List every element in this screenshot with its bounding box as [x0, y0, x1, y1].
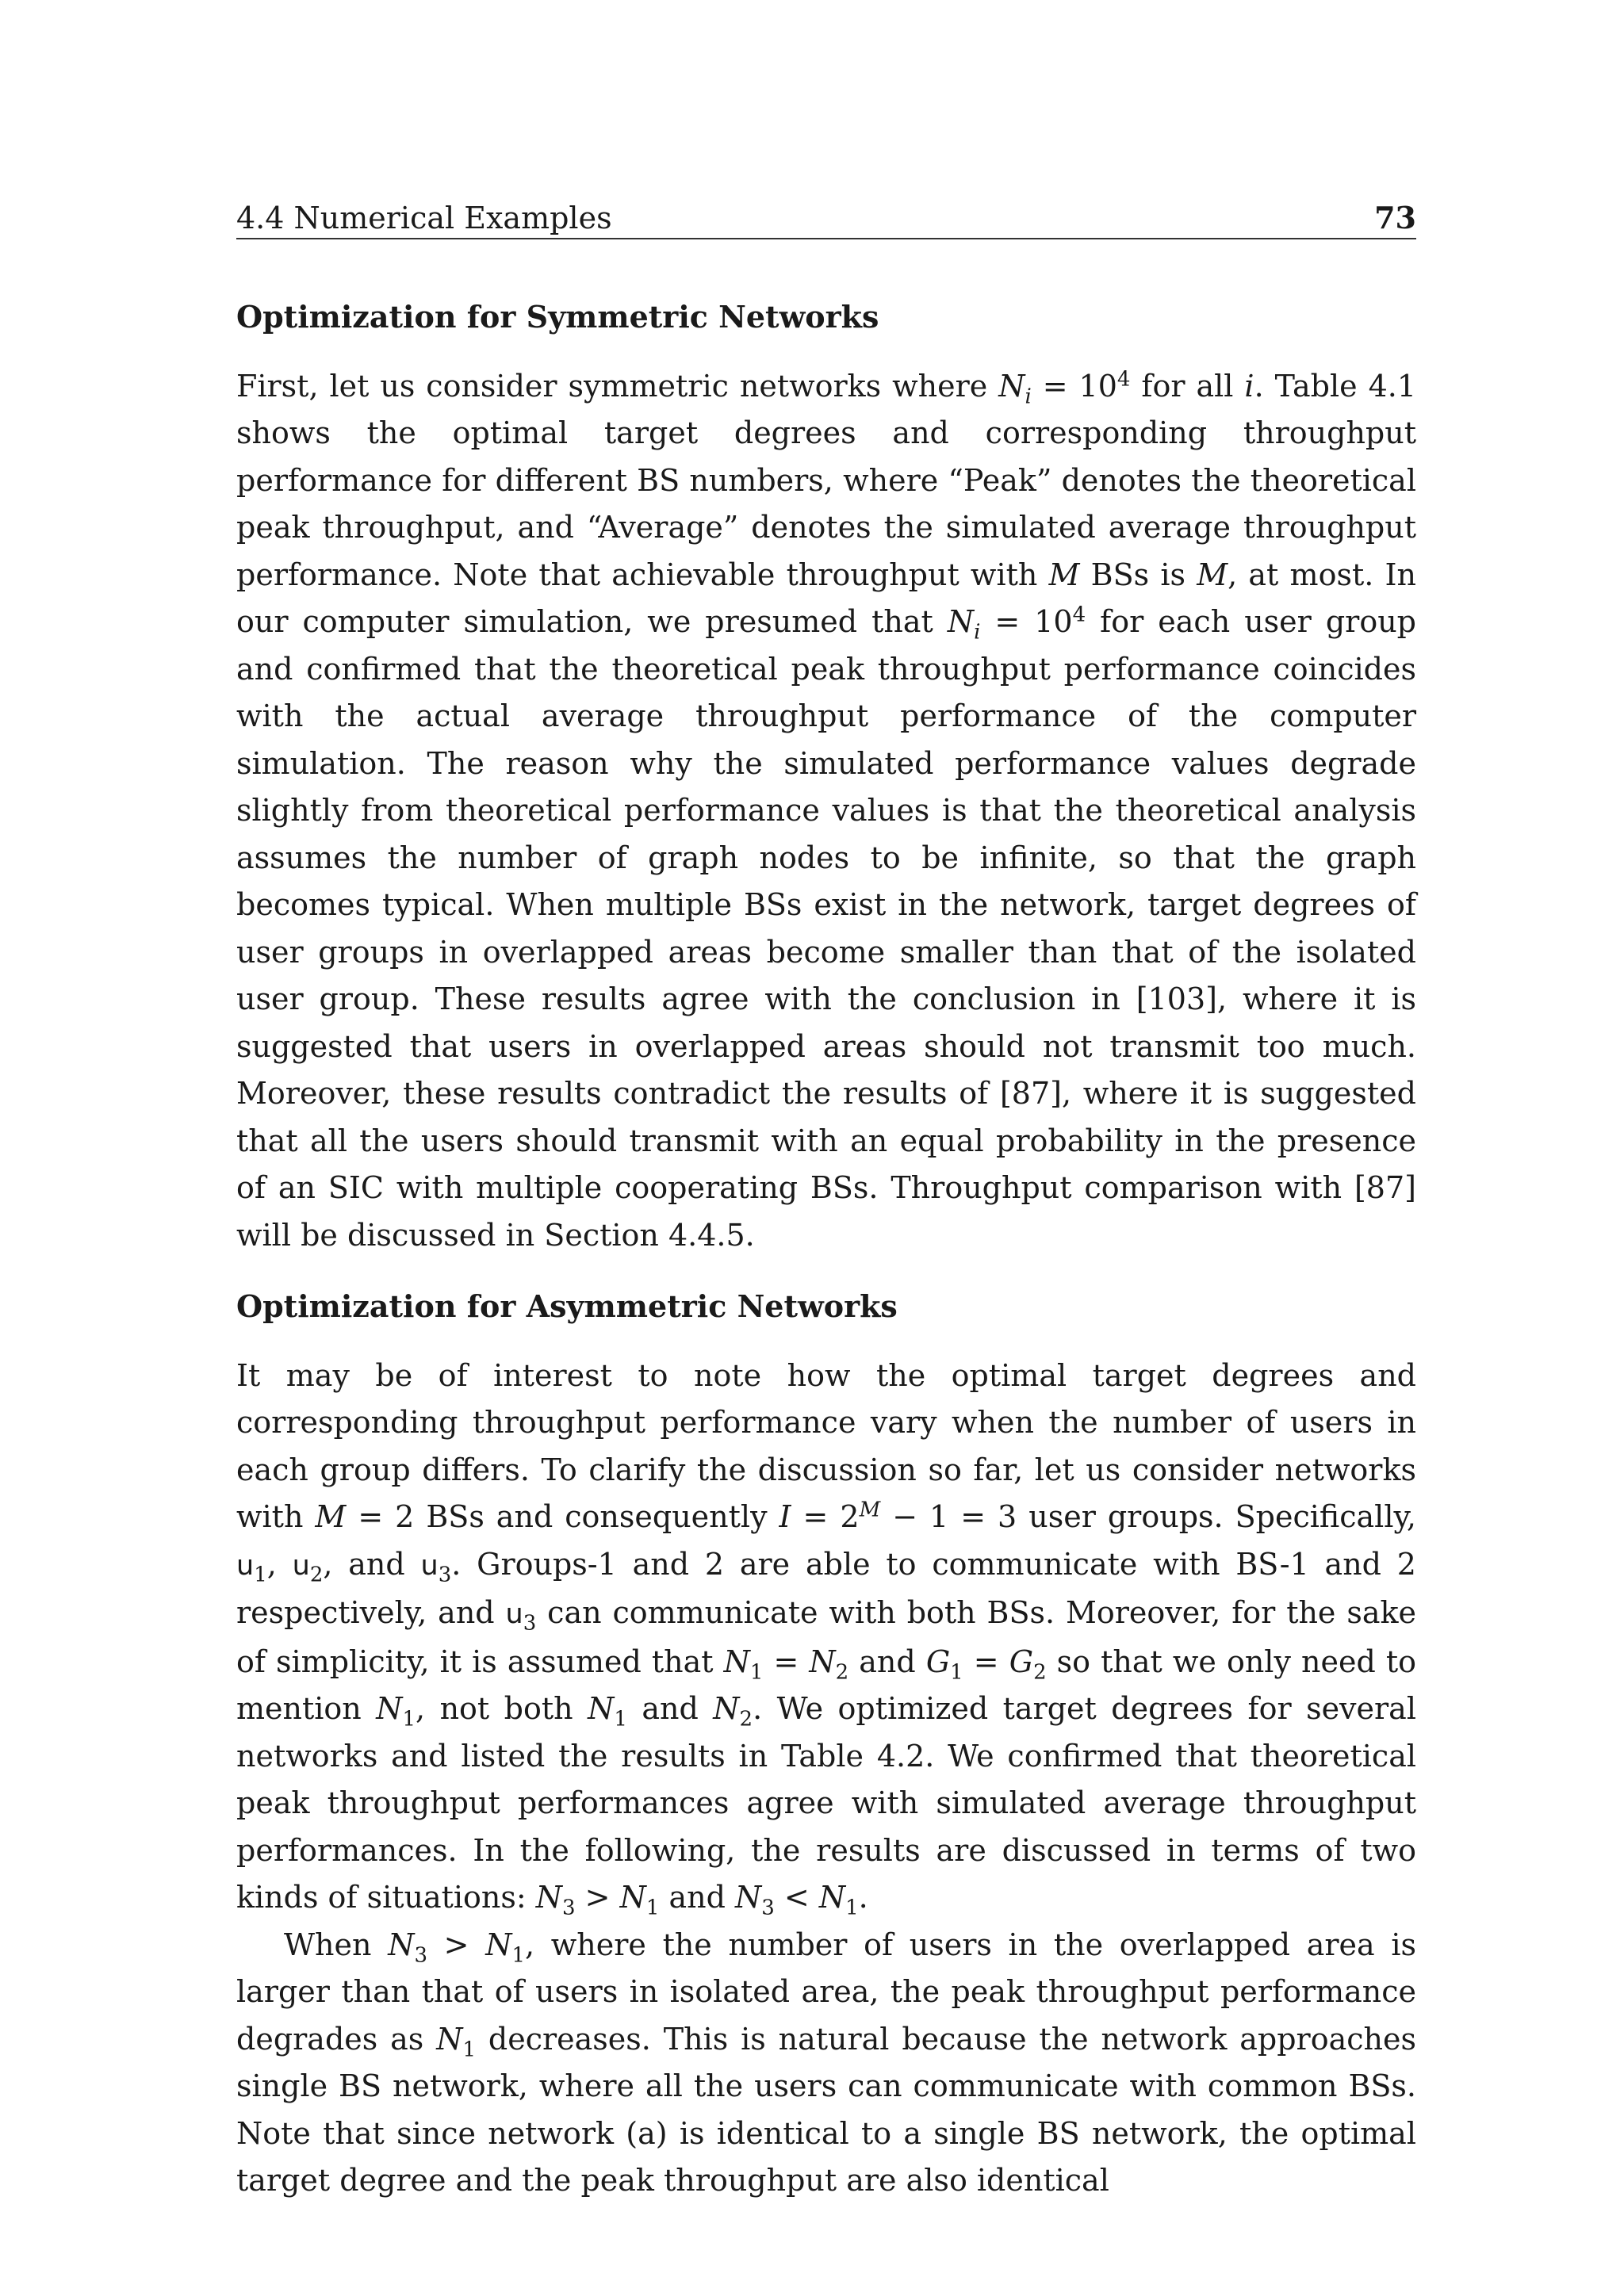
section-heading-symmetric: Optimization for Symmetric Networks — [236, 299, 879, 335]
section-heading-asymmetric: Optimization for Asymmetric Networks — [236, 1288, 898, 1324]
page-body — [236, 293, 1416, 2205]
paragraph-asymmetric-2: When $N_3 > N_1$, where the number of users in the overlapped area is larger than that of users in isolated area, the peak throughput performance degrades as $N_1$ decreases. This is natural because the network approaches single BS network, where all the users can communicate with common BSs. Note that since network (a) is identical to a single BS network, the optimal target degree and the peak throughput are also identical — [236, 1927, 1417, 2198]
paragraph-symmetric: First, let us consider symmetric networks where $N_i = 10^4$ for all i. Table 4.1 shows the optimal target degrees and corresponding throughput performance for different BS numbers, where “Peak” denotes the theoretical peak throughput, and “Average” denotes the simulated average throughput performance. Note that achievable throughput with M BSs is M, at most. In our computer simulation, we presumed that $N_i = 10^4$ for each user group and confirmed that the theoretical peak throughput performance coincides with the actual average throughput performance of the computer simulation. The reason why the simulated performance values degrade slightly from theoretical performance values is that the theoretical analysis assumes the number of graph nodes to be infinite, so that the graph becomes typical. When multiple BSs exist in the network, target degrees of user groups in overlapped areas become smaller than that of the isolated user group. These results agree with the conclusion in [103], where it is suggested that users in overlapped areas should not transmit too much. Moreover, these results contradict the results of [87], where it is suggested that all the users should transmit with an equal probability in the presence of an SIC with multiple cooperating BSs. Throughput comparison with [87] will be discussed in Section 4.4.5. — [236, 366, 1416, 1253]
running-header — [236, 197, 1416, 239]
page-number: 73 — [1374, 200, 1416, 235]
paragraph-asymmetric-1: It may be of interest to note how the optimal target degrees and corresponding throughput performance vary when the number of users in each group differs. To clarify the discussion so far, let us consider networks with M = 2 BSs and consequently $I = 2^M - 1 = 3$ user groups. Specifically, $u_1$, $u_2$, and $u_3$. Groups-1 and 2 are able to communicate with BS-1 and 2 respectively, and $u_3$ can communicate with both BSs. Moreover, for the sake of simplicity, it is assumed that $N_1 = N_2$ and $G_1 = G_2$ so that we only need to mention $N_1$, not both $N_1$ and $N_2$. We optimized target degrees for several networks and listed the results in Table 4.2. We confirmed that theoretical peak throughput performances agree with simulated average throughput performances. In the following, the results are discussed in terms of two kinds of situations: $N_3 > N_1$ and $N_3 < N_1$. — [236, 1357, 1416, 1920]
header-section-title: 4.4 Numerical Examples — [236, 201, 612, 235]
